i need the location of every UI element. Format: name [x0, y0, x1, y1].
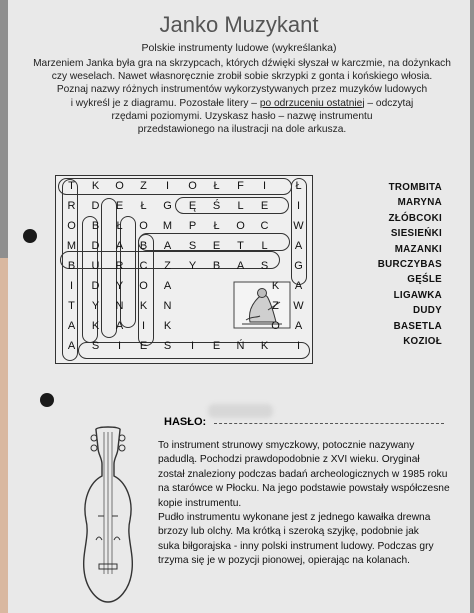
grid-letter[interactable]: S [91, 340, 100, 352]
grid-letter[interactable]: R [115, 260, 124, 272]
grid-letter[interactable]: A [236, 260, 245, 272]
grid-letter[interactable]: K [139, 300, 148, 312]
grid-letter[interactable]: C [260, 220, 269, 232]
word-search-grid [55, 175, 313, 364]
grid-letter[interactable]: I [117, 340, 122, 352]
grid-letter[interactable]: A [163, 240, 172, 252]
grid-letter[interactable]: Ś [212, 200, 221, 212]
grid-letter[interactable]: N [115, 300, 124, 312]
grid-letter[interactable]: O [67, 220, 76, 232]
intro-line: Marzeniem Janka była gra na skrzypcach, których dźwięki słyszał w karczmie, na dożynkach [33, 58, 451, 69]
grid-letter[interactable]: A [294, 240, 303, 252]
grid-letter[interactable]: B [212, 260, 221, 272]
word-list-item: LIGAWKA [393, 289, 442, 301]
password-label: HASŁO: [164, 416, 207, 428]
grid-letter[interactable]: T [68, 300, 75, 312]
grid-letter[interactable]: Ł [140, 200, 147, 212]
intro-line: rzędami poziomymi. Uzyskasz hasło – nazwę instrumentu [111, 110, 373, 122]
grid-letter[interactable]: S [260, 260, 269, 272]
word-list-item: KOZIOŁ [403, 335, 442, 347]
grid-letter[interactable]: A [294, 280, 303, 292]
description-line: To instrument strunowy smyczkowy, potocznie nazywany [158, 440, 415, 451]
page-subtitle: Polskie instrumenty ludowe (wykreślanka) [141, 42, 337, 54]
grid-letter[interactable]: Y [188, 260, 197, 272]
grid-letter[interactable]: P [188, 220, 197, 232]
grid-letter[interactable]: B [67, 260, 76, 272]
grid-letter[interactable]: E [212, 240, 221, 252]
word-list-item: BASETLA [393, 320, 442, 332]
instrument-description [158, 439, 462, 569]
grid-letter[interactable]: F [237, 180, 244, 192]
grid-letter[interactable]: E [139, 340, 148, 352]
grid-letter[interactable]: K [91, 180, 100, 192]
grid-letter[interactable]: A [115, 240, 124, 252]
grid-letter[interactable]: Ł [295, 180, 302, 192]
grid-letter[interactable]: N [163, 300, 172, 312]
grid-letter[interactable]: O [236, 220, 245, 232]
word-list-item: TROMBITA [388, 182, 442, 193]
description-line: został znaleziony podczas badań archeologicznych w 1985 roku [158, 468, 448, 480]
intro-line: przedstawionego na ilustracji na dole arkusza. [137, 124, 347, 136]
grid-letter[interactable]: D [91, 240, 100, 252]
grid-letter[interactable]: A [67, 320, 76, 332]
description-line: padudlą. Pochodzi prawdopodobnie z XVI wieku. Oryginał [158, 454, 420, 466]
grid-letter[interactable]: D [91, 200, 100, 212]
word-list-item: BURCZYBAS [377, 258, 442, 270]
grid-letter[interactable]: A [67, 340, 76, 352]
grid-letter[interactable]: I [190, 340, 195, 352]
grid-letter[interactable]: G [294, 260, 303, 272]
description-line: brzozy lub olchy. Ma krótką i szeroką szyjkę, podobnie jak [158, 526, 419, 538]
grid-letter[interactable]: K [163, 320, 172, 332]
grid-letter[interactable]: O [139, 220, 148, 232]
word-list-item: GĘŚLE [407, 274, 442, 286]
underlined-text: po odrzuceniu ostatniej [259, 97, 365, 109]
word-list-item: MAZANKI [394, 243, 442, 255]
grid-letter[interactable]: I [141, 320, 146, 332]
intro-line: Poznaj nazwy różnych instrumentów wykorzystywanych przez muzyków ludowych [56, 84, 428, 96]
grid-letter[interactable]: C [139, 260, 148, 272]
grid-letter[interactable]: O [139, 280, 148, 292]
instrument-illustration [68, 424, 148, 606]
grid-letter[interactable]: Z [272, 300, 279, 312]
grid-letter[interactable]: S [163, 340, 172, 352]
grid-letter[interactable]: O [115, 180, 124, 192]
grid-letter[interactable]: I [296, 340, 301, 352]
instructions [22, 57, 462, 136]
word-list [342, 180, 442, 349]
grid-letter[interactable]: Ł [213, 220, 220, 232]
grid-letter[interactable]: B [139, 240, 148, 252]
grid-letter[interactable]: A [163, 280, 172, 292]
grid-letter[interactable]: K [260, 340, 269, 352]
grid-letter[interactable]: Ę [188, 200, 197, 212]
grid-letter[interactable]: S [188, 240, 197, 252]
worksheet [8, 0, 470, 613]
grid-letter[interactable]: R [67, 200, 76, 212]
grid-letter[interactable]: I [296, 200, 301, 212]
description-line: na starówce w Płocku. Na jego podstawie powstały współczesne [158, 483, 450, 495]
grid-letter[interactable]: M [162, 220, 173, 232]
grid-letter[interactable]: Z [164, 260, 171, 272]
grid-letter[interactable]: W [293, 220, 304, 232]
answer-line[interactable] [214, 409, 444, 424]
word-list-item: MARYNA [397, 197, 442, 209]
word-list-item: DUDY [413, 305, 442, 317]
description-line: kopie instrumentu. [158, 497, 242, 509]
word-list-item: SIESIEŃKI [390, 228, 442, 240]
grid-letter[interactable]: L [261, 240, 268, 252]
grid-letter[interactable]: M [66, 240, 77, 252]
grid-letter[interactable]: U [91, 260, 100, 272]
description-line: suka biłgorajska - inny polski instrument ludowy. Podczas gry [158, 540, 434, 552]
grid-letter[interactable]: G [163, 200, 172, 212]
grid-letter[interactable]: O [188, 180, 197, 192]
grid-letter[interactable]: W [293, 300, 304, 312]
grid-letter[interactable]: I [69, 280, 74, 292]
grid-letter[interactable]: O [271, 320, 280, 332]
grid-letter[interactable]: A [294, 320, 303, 332]
grid-letter[interactable]: E [115, 200, 124, 212]
grid-letter[interactable]: Z [140, 180, 147, 192]
grid-letter[interactable]: Y [115, 280, 124, 292]
grid-letter[interactable]: B [91, 220, 100, 232]
grid-letter[interactable]: T [237, 240, 244, 252]
binder-hole [40, 393, 54, 407]
grid-letter[interactable]: Ł [213, 180, 220, 192]
intro-line: i wykreśl je z diagramu. Pozostałe litery – po odrzuceniu ostatniej – odczytaj [70, 97, 414, 109]
description-line: trzyma się je w pozycji pionowej, opierając na kolanach. [158, 555, 410, 567]
grid-letter[interactable]: I [262, 180, 267, 192]
grid-letter[interactable]: Y [91, 300, 100, 312]
binder-hole [23, 229, 37, 243]
word-list-item: ZŁÓBCOKI [388, 212, 442, 224]
grid-letter[interactable]: Ł [116, 220, 123, 232]
grid-letter[interactable]: D [91, 280, 100, 292]
intro-line: czy weselach. Nawet własnoręcznie zrobił sobie skrzypki z gonta i końskiego włosia. [51, 71, 433, 83]
grid-letter[interactable]: E [212, 340, 221, 352]
grid-letter[interactable]: Ń [236, 340, 245, 352]
grid-letter[interactable]: I [165, 180, 170, 192]
grid-letter[interactable]: A [115, 320, 124, 332]
grid-letter[interactable]: T [68, 180, 75, 192]
grid-letter[interactable]: L [237, 200, 244, 212]
grid-letter[interactable]: K [91, 320, 100, 332]
grid-letter[interactable]: K [271, 280, 280, 292]
page-title: Janko Muzykant [159, 12, 319, 37]
grid-letter[interactable]: E [260, 200, 269, 212]
description-line: Pudło instrumentu wykonane jest z jednego kawałka drewna [158, 512, 431, 524]
